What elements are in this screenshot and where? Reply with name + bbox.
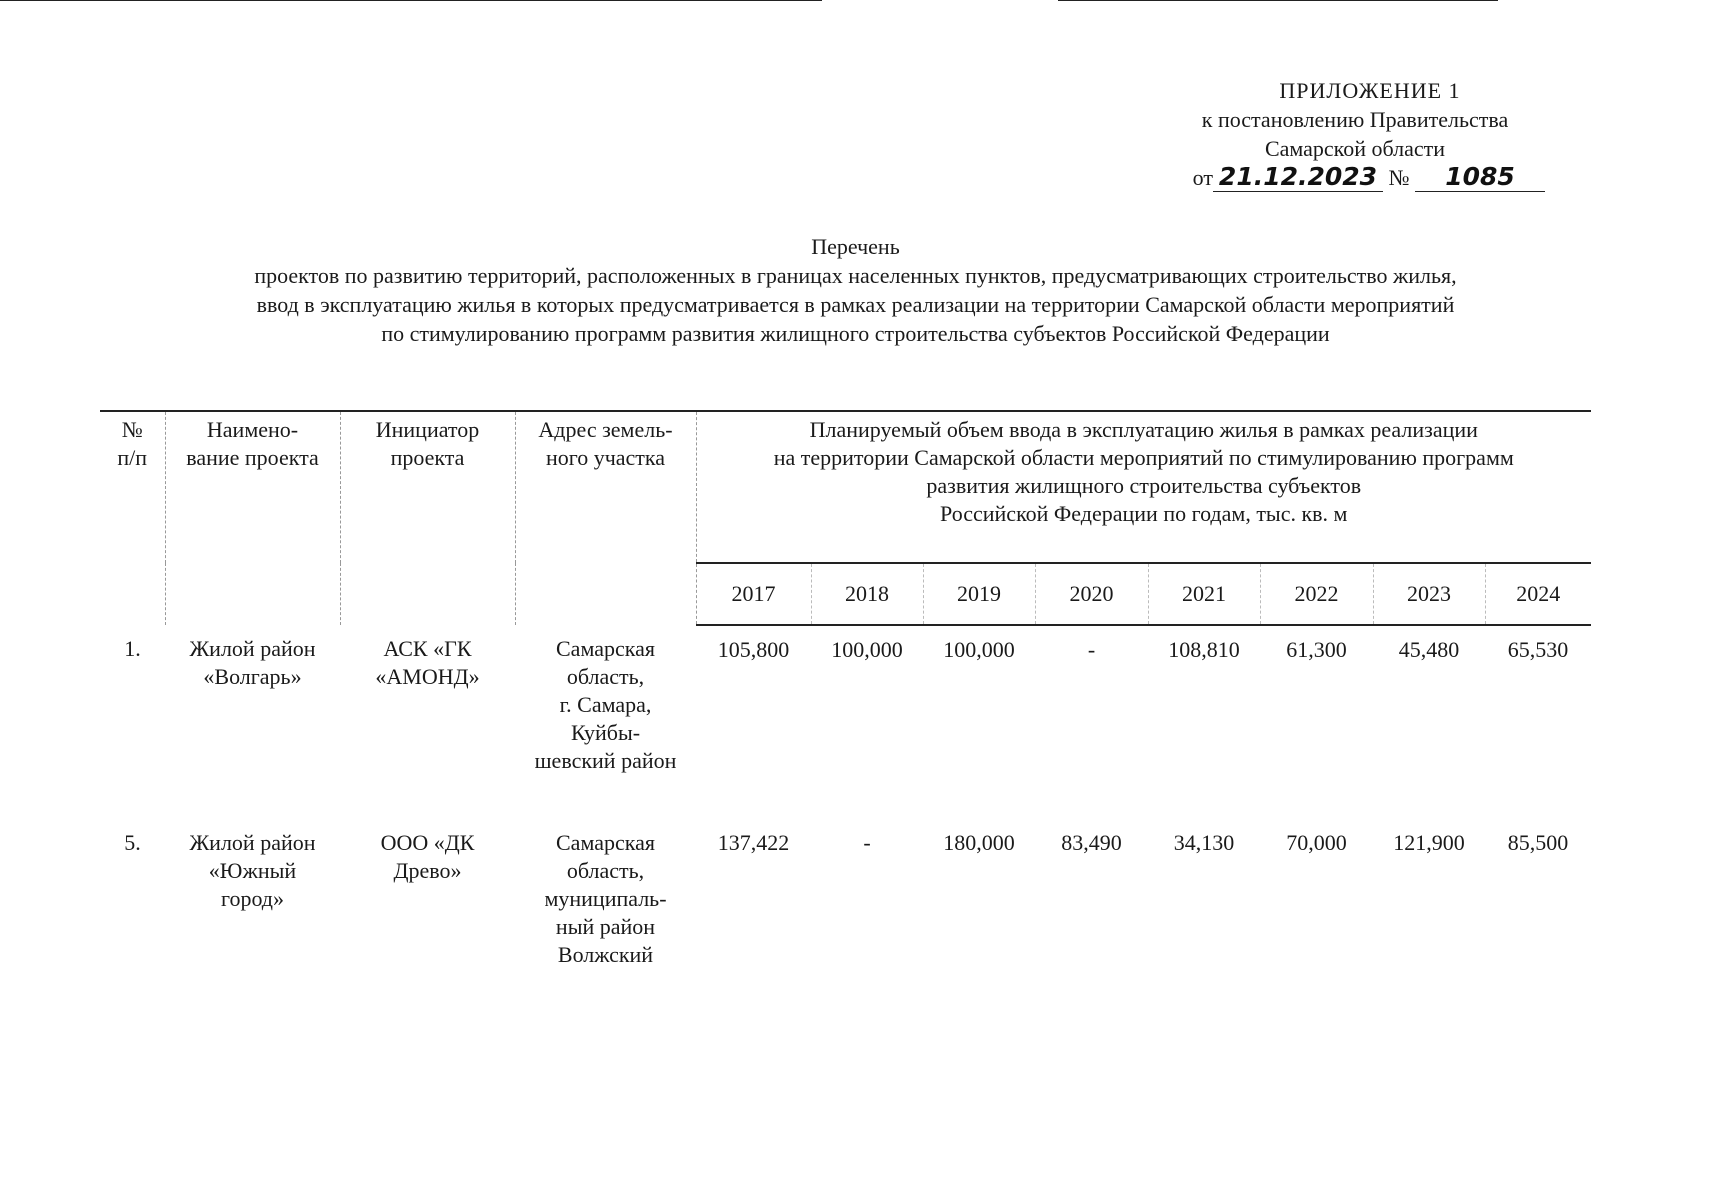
project-name: Жилой район «Волгарь» [189, 636, 316, 689]
appendix-line: Самарской области [1264, 136, 1446, 161]
heading-subtitle-line: проектов по развитию территорий, расположенных в границах населенных пунктов, предусматривающих строительство жилья, [254, 263, 1457, 288]
year-value: 65,530 [1507, 637, 1569, 662]
table-row [100, 625, 1591, 819]
number-sign: № [1388, 165, 1410, 190]
project-name: Жилой район «Южный город» [189, 830, 316, 911]
header-year: 2018 [811, 563, 923, 625]
scan-edge-line [0, 0, 822, 1]
year-value: 180,000 [943, 830, 1015, 855]
year-value: 108,810 [1168, 637, 1240, 662]
table-row [100, 819, 1591, 989]
year-value: 70,000 [1286, 830, 1347, 855]
year-value: 105,800 [717, 637, 790, 662]
year-value: - [863, 830, 871, 855]
projects-table [100, 410, 1591, 989]
header-year: 2020 [1035, 563, 1148, 625]
year-value: 137,422 [717, 830, 790, 855]
header-year: 2024 [1485, 563, 1591, 625]
header-year: 2017 [696, 563, 811, 625]
header-address: Адрес земель- ного участка [515, 411, 696, 625]
header-year: 2019 [923, 563, 1035, 625]
project-initiator: АСК «ГК «АМОНД» [375, 636, 480, 689]
document-heading [120, 232, 1591, 348]
handwritten-date: 21.12.2023 [1213, 162, 1383, 192]
header-year: 2021 [1148, 563, 1260, 625]
row-number: 5. [124, 830, 141, 855]
land-address: Самарская область, г. Самара, Куйбы- шевский район [534, 636, 677, 773]
heading-subtitle-line: ввод в эксплуатацию жилья в которых предусматривается в рамках реализации на территории Самарской области мероприятий [256, 292, 1455, 317]
header-project-name: Наимено- вание проекта [165, 411, 340, 625]
project-initiator: ООО «ДК Древо» [380, 830, 475, 883]
year-value: 83,490 [1061, 830, 1122, 855]
decree-date-number [1193, 162, 1545, 192]
scan-edge-line [1058, 0, 1498, 1]
land-address: Самарская область, муниципаль- ный район Волжский [544, 830, 667, 967]
header-planned-volume: Планируемый объем ввода в эксплуатацию жилья в рамках реализации на территории Самарской области мероприятий по стимулированию программ развития жилищного строительства субъектов Российской Федерации по годам, тыс. кв. м [696, 411, 1591, 563]
header-year: 2023 [1373, 563, 1485, 625]
year-value: 100,000 [831, 637, 903, 662]
year-value: 61,300 [1286, 637, 1347, 662]
appendix-line: к постановлению Правительства [1201, 107, 1509, 132]
appendix-title: ПРИЛОЖЕНИЕ 1 [1279, 78, 1461, 103]
year-value: 34,130 [1173, 830, 1235, 855]
year-value: - [1087, 637, 1096, 662]
year-value: 45,480 [1398, 637, 1460, 662]
year-value: 85,500 [1507, 830, 1569, 855]
heading-title: Перечень [811, 234, 900, 259]
year-value: 121,900 [1393, 830, 1465, 855]
header-num: № п/п [100, 411, 165, 625]
date-prefix: от [1192, 165, 1213, 190]
header-year: 2022 [1260, 563, 1373, 625]
heading-subtitle-line: по стимулированию программ развития жилищного строительства субъектов Российской Федерации [381, 321, 1330, 346]
row-number: 1. [124, 636, 141, 661]
appendix-block [1165, 76, 1545, 163]
year-value: 100,000 [943, 637, 1015, 662]
header-initiator: Инициатор проекта [340, 411, 515, 625]
heading-subtitle [120, 261, 1591, 348]
handwritten-number: 1085 [1415, 162, 1545, 192]
